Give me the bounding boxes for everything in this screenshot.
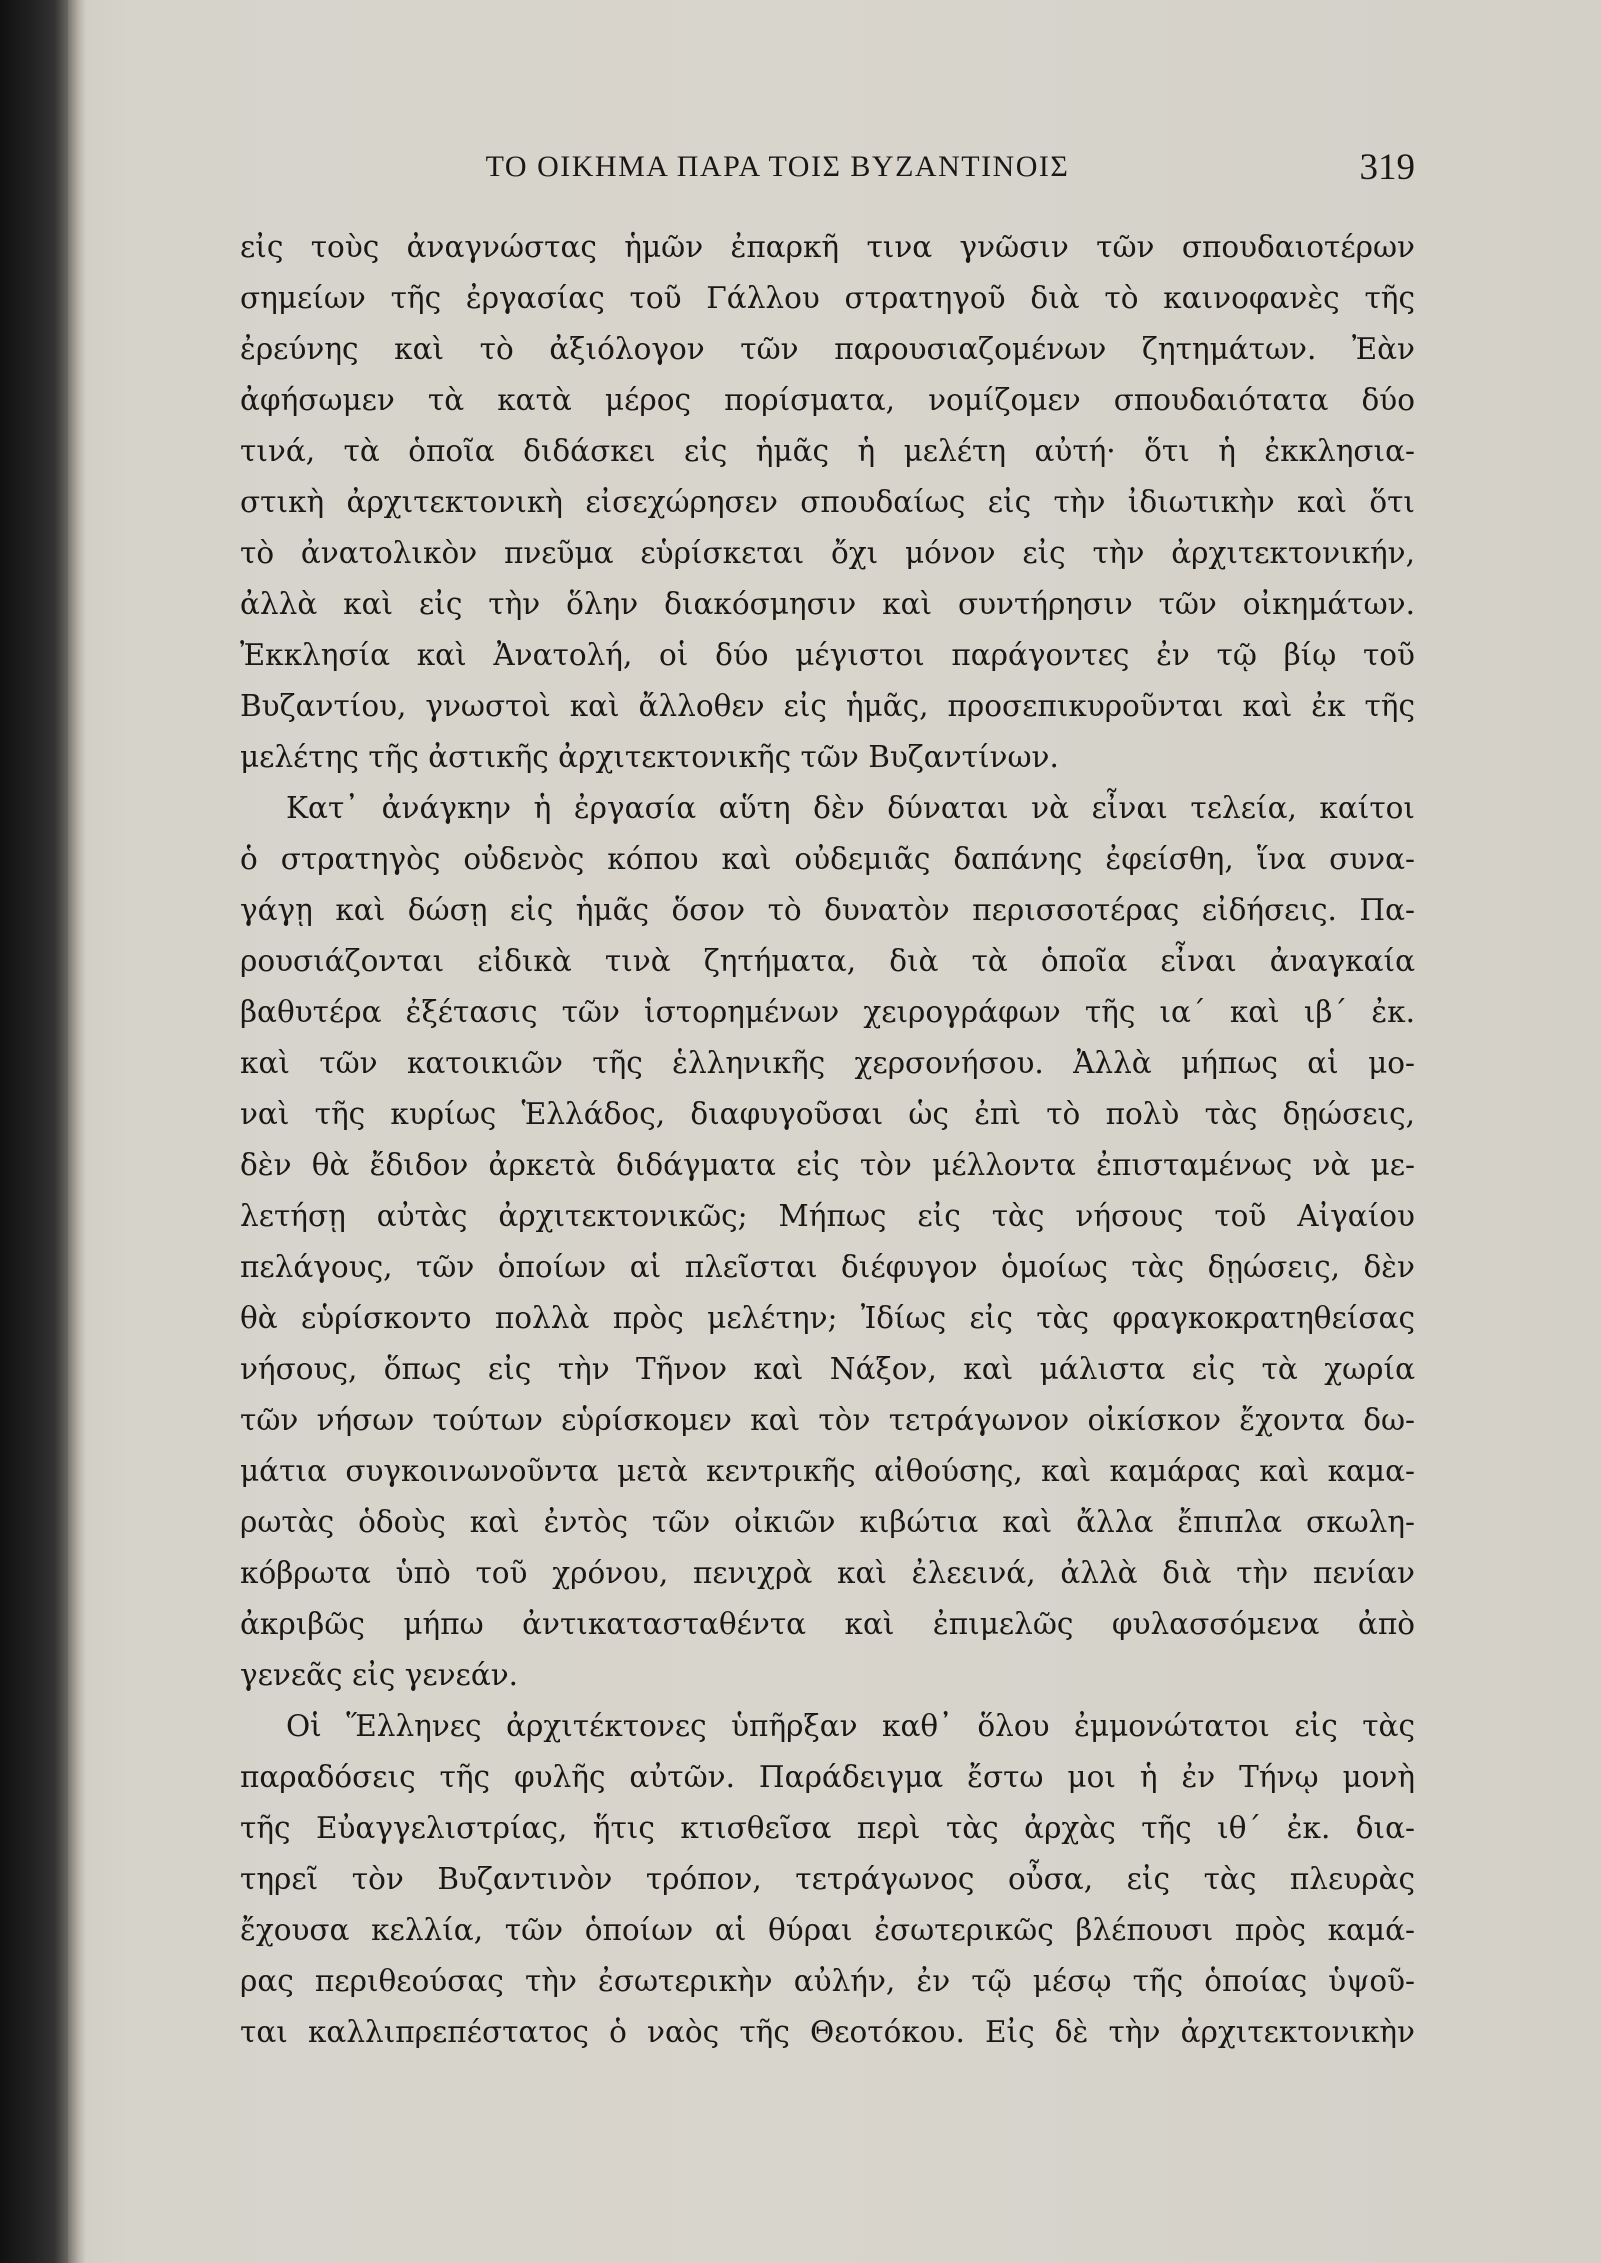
text-line: στικὴ ἀρχιτεκτονικὴ εἰσεχώρησεν σπουδαίως εἰς τὴν ἰδιωτικὴν καὶ ὅτι	[240, 485, 1415, 519]
paragraph-start-line: Οἱ Ἕλληνες ἀρχιτέκτονες ὑπῆρξαν καθ᾽ ὅλου ἐμμονώτατοι εἰς τὰς	[286, 1709, 1415, 1743]
text-line: μάτια συγκοινωνοῦντα μετὰ κεντρικῆς αἰθούσης, καὶ καμάρας καὶ καμα-	[240, 1454, 1415, 1488]
text-line: ἀλλὰ καὶ εἰς τὴν ὅλην διακόσμησιν καὶ συντήρησιν τῶν οἰκημάτων.	[240, 587, 1415, 621]
text-line: ται καλλιπρεπέστατος ὁ ναὸς τῆς Θεοτόκου. Εἰς δὲ τὴν ἀρχιτεκτονικὴν	[240, 2015, 1415, 2049]
text-line: καὶ τῶν κατοικιῶν τῆς ἑλληνικῆς χερσονήσου. Ἀλλὰ μήπως αἱ μο-	[240, 1046, 1415, 1080]
text-line: μελέτης τῆς ἀστικῆς ἀρχιτεκτονικῆς τῶν Βυζαντίνων.	[240, 740, 1059, 774]
text-line: γάγῃ καὶ δώσῃ εἰς ἡμᾶς ὅσον τὸ δυνατὸν περισσοτέρας εἰδήσεις. Πα-	[240, 893, 1415, 927]
text-line: παραδόσεις τῆς φυλῆς αὐτῶν. Παράδειγμα ἔστω μοι ἡ ἐν Τήνῳ μονὴ	[240, 1760, 1415, 1794]
body-text	[240, 222, 1415, 2058]
running-head: ΤΟ ΟΙΚΗΜΑ ΠΑΡΑ ΤΟΙΣ ΒΥΖΑΝΤΙΝΟΙΣ	[485, 150, 1070, 183]
paragraph-start-line: Κατ᾽ ἀνάγκην ἡ ἐργασία αὕτη δὲν δύναται νὰ εἶναι τελεία, καίτοι	[286, 791, 1415, 825]
text-line: κόβρωτα ὑπὸ τοῦ χρόνου, πενιχρὰ καὶ ἐλεεινά, ἀλλὰ διὰ τὴν πενίαν	[240, 1556, 1415, 1590]
text-line: ἔχουσα κελλία, τῶν ὁποίων αἱ θύραι ἐσωτερικῶς βλέπουσι πρὸς καμά-	[240, 1913, 1415, 1947]
text-line: ναὶ τῆς κυρίως Ἑλλάδος, διαφυγοῦσαι ὡς ἐπὶ τὸ πολὺ τὰς δῃώσεις,	[240, 1097, 1415, 1131]
page-header	[240, 140, 1415, 200]
text-line: γενεᾶς εἰς γενεάν.	[240, 1658, 519, 1692]
text-line: σημείων τῆς ἐργασίας τοῦ Γάλλου στρατηγοῦ διὰ τὸ καινοφανὲς τῆς	[240, 281, 1415, 315]
text-line: ἐρεύνης καὶ τὸ ἀξιόλογον τῶν παρουσιαζομένων ζητημάτων. Ἐὰν	[240, 332, 1415, 366]
text-line: τῶν νήσων τούτων εὑρίσκομεν καὶ τὸν τετράγωνον οἰκίσκον ἔχοντα δω-	[240, 1403, 1415, 1437]
text-line: νήσους, ὅπως εἰς τὴν Τῆνον καὶ Νάξον, καὶ μάλιστα εἰς τὰ χωρία	[240, 1352, 1415, 1386]
text-line: ρουσιάζονται εἰδικὰ τινὰ ζητήματα, διὰ τὰ ὁποῖα εἶναι ἀναγκαία	[240, 944, 1415, 978]
text-line: εἰς τοὺς ἀναγνώστας ἡμῶν ἐπαρκῆ τινα γνῶσιν τῶν σπουδαιοτέρων	[240, 230, 1415, 264]
text-line: λετήσῃ αὐτὰς ἀρχιτεκτονικῶς; Μήπως εἰς τὰς νήσους τοῦ Αἰγαίου	[240, 1199, 1415, 1233]
text-line: ὁ στρατηγὸς οὐδενὸς κόπου καὶ οὐδεμιᾶς δαπάνης ἐφείσθη, ἵνα συνα-	[240, 842, 1415, 876]
text-line: δὲν θὰ ἔδιδον ἀρκετὰ διδάγματα εἰς τὸν μέλλοντα ἐπισταμένως νὰ με-	[240, 1148, 1415, 1182]
text-line: Βυζαντίου, γνωστοὶ καὶ ἄλλοθεν εἰς ἡμᾶς, προσεπικυροῦνται καὶ ἐκ τῆς	[240, 689, 1415, 723]
text-line: τηρεῖ τὸν Βυζαντινὸν τρόπον, τετράγωνος οὖσα, εἰς τὰς πλευρὰς	[240, 1862, 1415, 1896]
text-line: θὰ εὑρίσκοντο πολλὰ πρὸς μελέτην; Ἰδίως εἰς τὰς φραγκοκρατηθείσας	[240, 1301, 1415, 1335]
text-line: τινά, τὰ ὁποῖα διδάσκει εἰς ἡμᾶς ἡ μελέτη αὐτή· ὅτι ἡ ἐκκλησια-	[240, 434, 1415, 468]
text-line: ρωτὰς ὁδοὺς καὶ ἐντὸς τῶν οἰκιῶν κιβώτια καὶ ἄλλα ἔπιπλα σκωλη-	[240, 1505, 1415, 1539]
page-gutter	[68, 0, 86, 2263]
text-line: τῆς Εὐαγγελιστρίας, ἥτις κτισθεῖσα περὶ τὰς ἀρχὰς τῆς ιθ´ ἐκ. δια-	[240, 1811, 1415, 1845]
text-line: ρας περιθεούσας τὴν ἐσωτερικὴν αὐλήν, ἐν τῷ μέσῳ τῆς ὁποίας ὑψοῦ-	[240, 1964, 1415, 1998]
text-line: ἀφήσωμεν τὰ κατὰ μέρος πορίσματα, νομίζομεν σπουδαιότατα δύο	[240, 383, 1415, 417]
book-spine-shadow	[0, 0, 68, 2263]
text-line: Ἐκκλησία καὶ Ἀνατολή, οἱ δύο μέγιστοι παράγοντες ἐν τῷ βίῳ τοῦ	[240, 638, 1415, 672]
text-line: βαθυτέρα ἐξέτασις τῶν ἱστορημένων χειρογράφων τῆς ια´ καὶ ιβ´ ἐκ.	[240, 995, 1415, 1029]
text-line: τὸ ἀνατολικὸν πνεῦμα εὑρίσκεται ὄχι μόνον εἰς τὴν ἀρχιτεκτονικήν,	[240, 536, 1415, 570]
page-number: 319	[1359, 147, 1415, 188]
text-line: πελάγους, τῶν ὁποίων αἱ πλεῖσται διέφυγον ὁμοίως τὰς δῃώσεις, δὲν	[240, 1250, 1415, 1284]
text-line: ἀκριβῶς μήπω ἀντικατασταθέντα καὶ ἐπιμελῶς φυλασσόμενα ἀπὸ	[240, 1607, 1415, 1641]
